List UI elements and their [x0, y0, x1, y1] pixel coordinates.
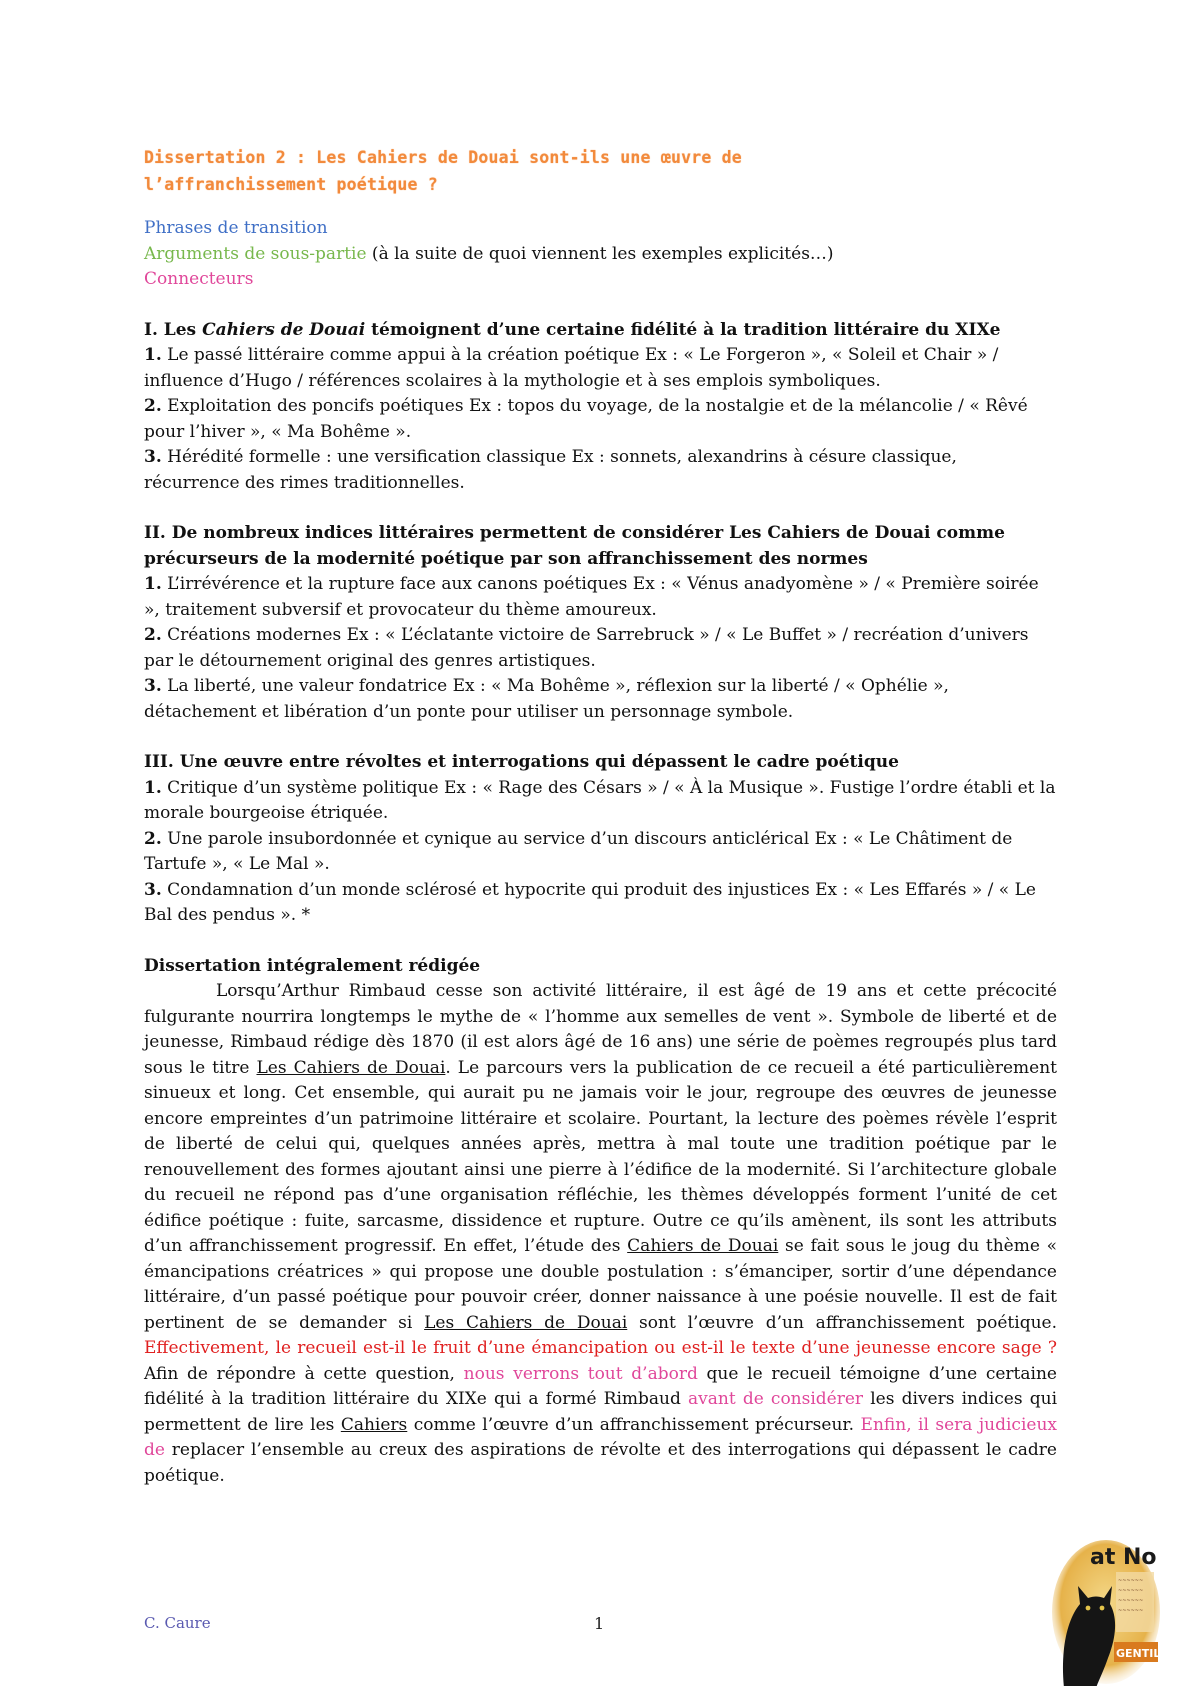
item-number: 3.	[144, 447, 162, 467]
work-title-underlined: Cahiers	[340, 1414, 408, 1435]
intro-text: Afin de répondre à cette question,	[144, 1363, 464, 1384]
item-text: Une parole insubordonnée et cynique au service d’un discours anticlérical Ex : « Le Châtiment de Tartufe », « Le Mal ».	[144, 828, 1013, 874]
part-1-heading-pre: I. Les	[144, 319, 203, 340]
item-text: Condamnation d’un monde sclérosé et hypocrite qui produit des injustices Ex : « Les Effarés » / « Le Bal des pendus ». *	[144, 879, 1036, 925]
outline-part-3	[144, 750, 1057, 929]
part-2-item	[144, 623, 1057, 674]
item-text: L’irrévérence et la rupture face aux canons poétiques Ex : « Vénus anadyomène » / « Première soirée », traitement subversif et provocateur du thème amoureux.	[144, 574, 1039, 620]
part-1-heading-post: témoignent d’une certaine fidélité à la tradition littéraire du XIXe	[365, 319, 1001, 340]
part-3-item	[144, 878, 1057, 929]
legend-arguments-label: Arguments de sous-partie	[144, 243, 367, 264]
connector-text: avant de considérer	[688, 1389, 864, 1409]
title-line-1: Dissertation 2 : Les Cahiers de Douai sont-ils une œuvre de	[144, 148, 742, 167]
item-text: Créations modernes Ex : « L’éclatante victoire de Sarrebruck » / « Le Buffet » / recréation d’univers par le détournement original des genres artistiques.	[144, 625, 1029, 671]
intro-text: Lorsqu’Arthur Rimbaud cesse son activité littéraire, il est âgé de 19 ans et cette précocité fulgurante nourrira longtemps le mythe de « l’homme aux semelles de vent ». Symbole de liberté et de jeunesse, Rimbaud rédige dès 1870 (il est alors âgé de 16 ans) une série de poèmes regroupés plus tard sous le titre	[144, 981, 1057, 1078]
connector-text: Enfin, il sera judicieux de	[144, 1414, 1057, 1460]
page-number: 1	[594, 1614, 605, 1633]
part-1-item	[144, 343, 1057, 394]
item-text: Exploitation des poncifs poétiques Ex : topos du voyage, de la nostalgie et de la mélancolie / « Rêvé pour l’hiver », « Ma Bohême ».	[144, 396, 1028, 442]
intro-text: . Le parcours vers la publication de ce recueil a été particulièrement sinueux et long. Cet ensemble, qui aurait pu ne jamais voir le jour, regroupe des œuvres de jeunesse encore empreintes d’un patrimoine littéraire et scolaire. Pourtant, la lecture des poèmes révèle l’esprit de liberté de celui qui, quelques années après, mettra à mal toute une tradition poétique par le renouvellement des formes ajoutant ainsi une pierre à l’édifice de la modernité. Si l’architecture globale du recueil ne répond pas d’une organisation réfléchie, les thèmes développés forment l’unité de cet édifice poétique : fuite, sarcasme, dissidence et rupture. Outre ce qu’ils amènent, ils sont les attributs d’un affranchissement progressif. En effet, l’étude des	[144, 1057, 1057, 1256]
item-number: 2.	[144, 625, 162, 645]
part-1-item	[144, 445, 1057, 496]
part-2-heading: II. De nombreux indices littéraires permettent de considérer Les Cahiers de Douai comme précurseurs de la modernité poétique par son affranchissement des normes	[144, 523, 1005, 569]
item-text: Critique d’un système politique Ex : « Rage des Césars » / « À la Musique ». Fustige l’ordre établi et la morale bourgeoise étriquée.	[144, 777, 1056, 823]
part-1-heading	[144, 318, 1057, 344]
page-content	[144, 144, 1057, 1489]
outline-part-2	[144, 521, 1057, 725]
legend-arguments	[144, 242, 1057, 268]
item-number: 3.	[144, 676, 162, 696]
svg-text:~~~~~~: ~~~~~~	[1118, 1588, 1144, 1594]
intro-text: que le recueil témoigne d’une certaine fidélité à la tradition littéraire du XIXe qui a formé Rimbaud	[144, 1363, 1057, 1409]
part-1-item	[144, 394, 1057, 445]
svg-text:~~~~~~: ~~~~~~	[1118, 1578, 1144, 1584]
problematic-question: Effectivement, le recueil est-il le fruit d’une émancipation ou est-il le texte d’une jeunesse encore sage ?	[144, 1338, 1057, 1358]
title-line-2: l’affranchissement poétique ?	[144, 175, 438, 194]
item-number: 1.	[144, 345, 162, 365]
document-title	[144, 144, 1057, 198]
footer-author: C. Caure	[144, 1614, 211, 1632]
item-number: 3.	[144, 879, 162, 900]
item-number: 2.	[144, 396, 162, 416]
part-2-item	[144, 674, 1057, 725]
intro-text: comme l’œuvre d’un affranchissement précurseur.	[407, 1414, 861, 1435]
outline-part-1	[144, 318, 1057, 497]
color-legend	[144, 216, 1057, 293]
part-1-heading-title: Cahiers de Douai	[202, 319, 366, 340]
part-2-item	[144, 572, 1057, 623]
intro-text: replacer l’ensemble au creux des aspirations de révolte et des interrogations qui dépassent le cadre poétique.	[144, 1440, 1057, 1486]
poster-text: at No	[1090, 1545, 1157, 1570]
introduction-paragraph	[144, 979, 1057, 1489]
part-3-item	[144, 776, 1057, 827]
intro-text: se fait sous le joug du thème « émancipations créatrices » qui propose une double postulation : s’émanciper, sortir d’une dépendance littéraire, d’un passé poétique pour pouvoir créer, donner naissance à une poésie nouvelle. Il est de fait pertinent de se demander si	[144, 1236, 1058, 1333]
intro-text: les divers indices qui permettent de lire les	[144, 1389, 1058, 1435]
full-dissertation	[144, 954, 1057, 1490]
part-3-heading: III. Une œuvre entre révoltes et interrogations qui dépassent le cadre poétique	[144, 752, 899, 772]
work-title-underlined: Les Cahiers de Douai	[424, 1312, 628, 1333]
svg-text:~~~~~~: ~~~~~~	[1118, 1598, 1144, 1604]
item-number: 2.	[144, 828, 162, 849]
connector-text: nous verrons tout d’abord	[463, 1363, 698, 1384]
item-text: Hérédité formelle : une versification classique Ex : sonnets, alexandrins à césure classique, récurrence des rimes traditionnelles.	[144, 447, 957, 493]
legend-connecteurs: Connecteurs	[144, 269, 254, 289]
svg-text:~~~~~~: ~~~~~~	[1118, 1608, 1144, 1614]
poster-text: GENTIL	[1116, 1647, 1161, 1660]
part-3-item	[144, 827, 1057, 878]
item-number: 1.	[144, 574, 162, 594]
dissertation-heading: Dissertation intégralement rédigée	[144, 955, 481, 976]
item-text: La liberté, une valeur fondatrice Ex : « Ma Bohême », réflexion sur la liberté / « Ophélie », détachement et libération d’un ponte pour utiliser un personnage symbole.	[144, 676, 949, 722]
item-text: Le passé littéraire comme appui à la création poétique Ex : « Le Forgeron », « Soleil et Chair » / influence d’Hugo / références scolaires à la mythologie et à ses emplois symboliques.	[144, 345, 999, 391]
legend-transition: Phrases de transition	[144, 218, 328, 238]
chat-noir-poster-image	[1050, 1538, 1162, 1686]
work-title-underlined: Les Cahiers de Douai	[256, 1057, 446, 1078]
work-title-underlined: Cahiers de Douai	[627, 1236, 779, 1256]
intro-text: sont l’œuvre d’un affranchissement poétique.	[627, 1312, 1057, 1333]
item-number: 1.	[144, 777, 162, 798]
legend-arguments-note: (à la suite de quoi viennent les exemples explicités…)	[366, 243, 834, 264]
